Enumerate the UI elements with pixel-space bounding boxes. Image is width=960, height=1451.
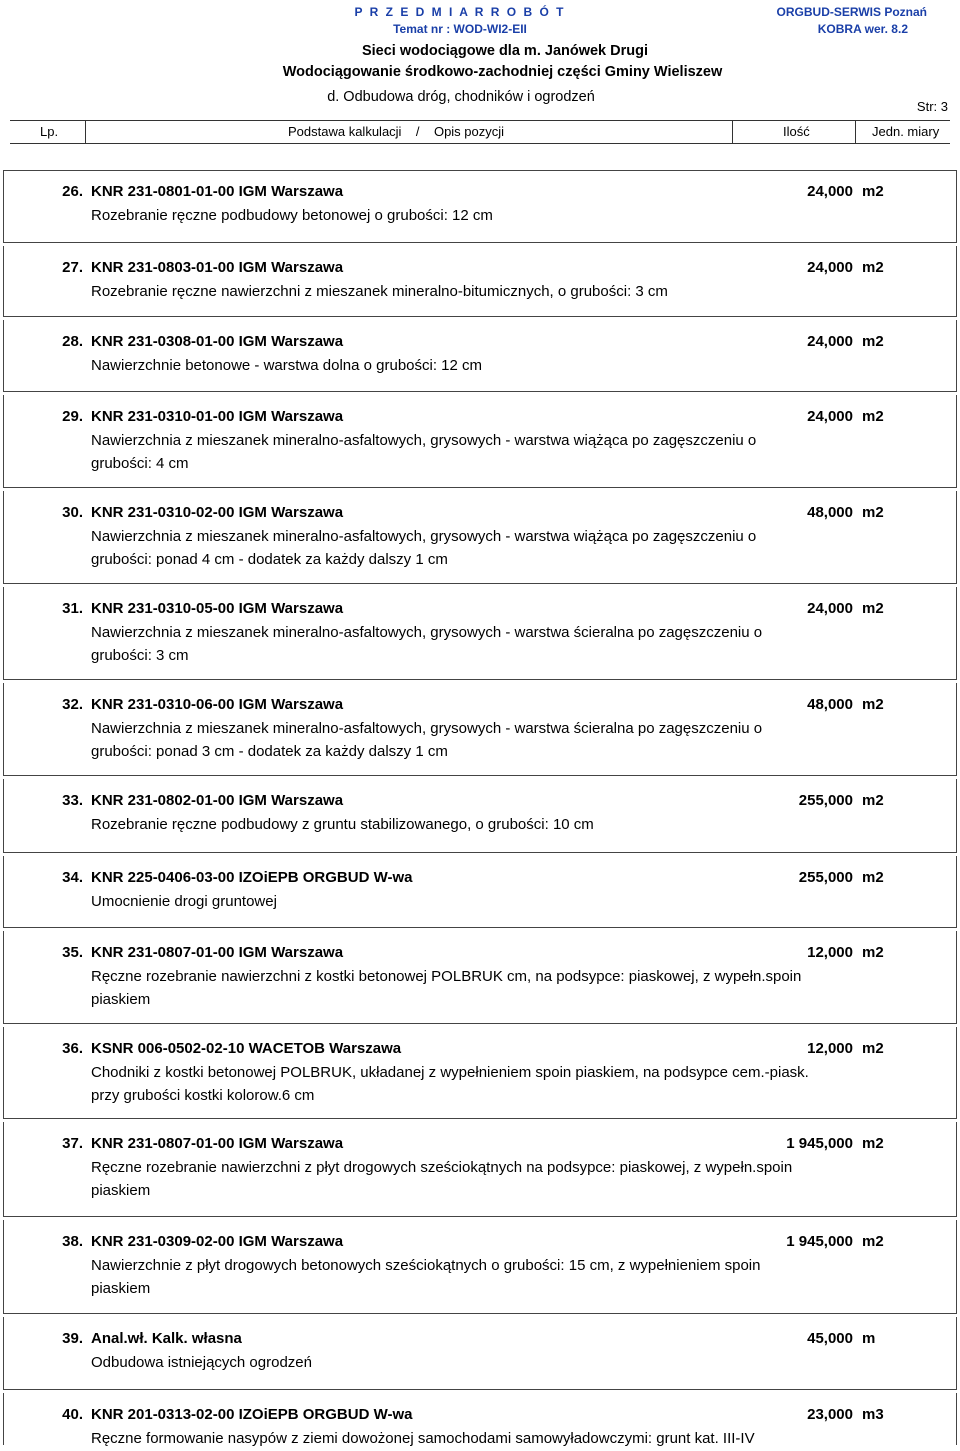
item-unit: m2 — [862, 869, 884, 886]
item-quantity: 255,000 — [798, 869, 853, 886]
list-item — [3, 395, 957, 488]
item-code: KNR 231-0807-01-00 IGM Warszawa — [91, 1135, 344, 1152]
list-item — [3, 856, 957, 928]
item-quantity: 24,000 — [807, 408, 853, 425]
item-number: 38. — [62, 1233, 83, 1250]
item-number: 33. — [62, 792, 83, 809]
item-description: Odbudowa istniejących ogrodzeń — [91, 1354, 312, 1371]
item-description: Chodniki z kostki betonowej POLBRUK, układanej z wypełnieniem spoin piaskiem, na podsypce cem.-piask. przy grubości kostki kolorow.6 cm — [91, 1064, 809, 1104]
item-code: KNR 225-0406-03-00 IZOiEPB ORGBUD W-wa — [91, 869, 413, 886]
item-unit: m2 — [862, 600, 884, 617]
item-code: KNR 231-0310-01-00 IGM Warszawa — [91, 408, 344, 425]
item-quantity: 24,000 — [807, 600, 853, 617]
item-description: Nawierzchnia z mieszanek mineralno-asfaltowych, grysowych - warstwa wiążąca po zagęszczeniu o grubości: 4 cm — [91, 432, 757, 472]
item-code: KNR 231-0308-01-00 IGM Warszawa — [91, 333, 344, 350]
list-item — [3, 683, 957, 776]
list-item — [3, 1393, 957, 1445]
list-item — [3, 1027, 957, 1119]
item-description: Nawierzchnia z mieszanek mineralno-asfaltowych, grysowych - warstwa ścieralna po zagęszczeniu o grubości: ponad 3 cm - dodatek za każdy dalszy 1 cm — [91, 720, 763, 760]
item-description: Rozebranie ręczne podbudowy betonowej o grubości: 12 cm — [91, 207, 493, 224]
software-version-label: KOBRA wer. 8.2 — [817, 22, 908, 36]
list-item — [3, 246, 957, 317]
item-header-row — [3, 259, 957, 281]
list-item — [3, 170, 957, 243]
item-code: KSNR 006-0502-02-10 WACETOB Warszawa — [91, 1040, 402, 1057]
column-basis: Podstawa kalkulacji / Opis pozycji — [288, 124, 505, 139]
item-number: 40. — [62, 1406, 83, 1423]
list-item — [3, 1317, 957, 1390]
item-code: KNR 231-0310-05-00 IGM Warszawa — [91, 600, 344, 617]
item-description: Rozebranie ręczne podbudowy z gruntu stabilizowanego, o grubości: 10 cm — [91, 816, 594, 833]
item-description: Nawierzchnia z mieszanek mineralno-asfaltowych, grysowych - warstwa wiążąca po zagęszczeniu o grubości: ponad 4 cm - dodatek za każdy dalszy 1 cm — [91, 528, 757, 568]
item-code: KNR 231-0310-02-00 IGM Warszawa — [91, 504, 344, 521]
item-unit: m2 — [862, 944, 884, 961]
list-item — [3, 1122, 957, 1217]
doc-type-label: P R Z E D M I A R R O B Ó T — [354, 5, 566, 19]
item-number: 28. — [62, 333, 83, 350]
item-unit: m2 — [862, 1040, 884, 1057]
item-number: 32. — [62, 696, 83, 713]
item-quantity: 255,000 — [798, 792, 853, 809]
column-quantity: Ilość — [783, 124, 810, 139]
list-item — [3, 320, 957, 392]
item-number: 27. — [62, 259, 83, 276]
item-header-row — [3, 1135, 957, 1157]
item-quantity: 24,000 — [807, 259, 853, 276]
item-code: KNR 201-0313-02-00 IZOiEPB ORGBUD W-wa — [91, 1406, 413, 1423]
item-description: Nawierzchnia z mieszanek mineralno-asfaltowych, grysowych - warstwa ścieralna po zagęszczeniu o grubości: 3 cm — [91, 624, 763, 664]
item-header-row — [3, 1406, 957, 1428]
item-unit: m2 — [862, 696, 884, 713]
item-number: 29. — [62, 408, 83, 425]
item-unit: m — [862, 1330, 876, 1347]
item-quantity: 24,000 — [807, 333, 853, 350]
item-header-row — [3, 183, 957, 205]
column-header — [10, 120, 950, 144]
item-code: KNR 231-0309-02-00 IGM Warszawa — [91, 1233, 344, 1250]
item-number: 34. — [62, 869, 83, 886]
item-unit: m2 — [862, 1233, 884, 1250]
item-header-row — [3, 869, 957, 891]
project-subtitle: Wodociągowanie środkowo-zachodniej części Gminy Wieliszew — [282, 64, 723, 80]
item-header-row — [3, 408, 957, 430]
item-unit: m2 — [862, 333, 884, 350]
item-code: Anal.wł. Kalk. własna — [91, 1330, 242, 1347]
list-item — [3, 779, 957, 853]
item-header-row — [3, 1330, 957, 1352]
project-title: Sieci wodociągowe dla m. Janówek Drugi — [361, 43, 649, 59]
item-description: Ręczne rozebranie nawierzchni z płyt drogowych sześciokątnych na podsypce: piaskowej, z wypełn.spoin piaskiem — [91, 1159, 793, 1199]
item-code: KNR 231-0801-01-00 IGM Warszawa — [91, 183, 344, 200]
item-header-row — [3, 333, 957, 355]
item-header-row — [3, 792, 957, 814]
item-quantity: 23,000 — [807, 1406, 853, 1423]
item-description: Rozebranie ręczne nawierzchni z mieszanek mineralno-bitumicznych, o grubości: 3 cm — [91, 283, 668, 300]
item-header-row — [3, 1040, 957, 1062]
column-lp: Lp. — [40, 124, 59, 139]
item-number: 36. — [62, 1040, 83, 1057]
item-code: KNR 231-0803-01-00 IGM Warszawa — [91, 259, 344, 276]
item-number: 31. — [62, 600, 83, 617]
item-header-row — [3, 504, 957, 526]
item-unit: m2 — [862, 259, 884, 276]
list-item — [3, 587, 957, 680]
item-quantity: 1 945,000 — [786, 1135, 853, 1152]
list-item — [3, 931, 957, 1024]
item-quantity: 24,000 — [807, 183, 853, 200]
item-unit: m2 — [862, 504, 884, 521]
item-description: Nawierzchnie betonowe - warstwa dolna o grubości: 12 cm — [91, 357, 483, 374]
column-unit: Jedn. miary — [872, 124, 940, 139]
list-item — [3, 491, 957, 584]
list-item — [3, 1220, 957, 1314]
item-quantity: 12,000 — [807, 944, 853, 961]
item-description: Ręczne formowanie nasypów z ziemi dowożonej samochodami samowyładowczymi: grunt kat. III-IV — [91, 1430, 755, 1447]
item-number: 35. — [62, 944, 83, 961]
item-number: 30. — [62, 504, 83, 521]
item-unit: m3 — [862, 1406, 884, 1423]
item-code: KNR 231-0802-01-00 IGM Warszawa — [91, 792, 344, 809]
item-code: KNR 231-0807-01-00 IGM Warszawa — [91, 944, 344, 961]
item-description: Nawierzchnie z płyt drogowych betonowych sześciokątnych o grubości: 15 cm, z wypełnieniem spoin piaskiem — [91, 1257, 761, 1297]
item-quantity: 1 945,000 — [786, 1233, 853, 1250]
item-unit: m2 — [862, 1135, 884, 1152]
page-number: Str: 3 — [916, 99, 948, 114]
item-header-row — [3, 1233, 957, 1255]
item-header-row — [3, 600, 957, 622]
item-number: 39. — [62, 1330, 83, 1347]
firm-label: ORGBUD-SERWIS Poznań — [776, 5, 927, 19]
doc-topic-label: Temat nr : WOD-WI2-EII — [393, 22, 527, 36]
item-header-row — [3, 696, 957, 718]
item-code: KNR 231-0310-06-00 IGM Warszawa — [91, 696, 344, 713]
item-unit: m2 — [862, 792, 884, 809]
item-quantity: 12,000 — [807, 1040, 853, 1057]
item-description: Umocnienie drogi gruntowej — [91, 893, 277, 910]
item-quantity: 48,000 — [807, 696, 853, 713]
item-unit: m2 — [862, 183, 884, 200]
item-number: 26. — [62, 183, 83, 200]
item-quantity: 48,000 — [807, 504, 853, 521]
item-unit: m2 — [862, 408, 884, 425]
item-description: Ręczne rozebranie nawierzchni z kostki betonowej POLBRUK cm, na podsypce: piaskowej, z wypełn.spoin piaskiem — [91, 968, 802, 1008]
section-title: d. Odbudowa dróg, chodników i ogrodzeń — [327, 89, 595, 105]
item-header-row — [3, 944, 957, 966]
item-quantity: 45,000 — [807, 1330, 853, 1347]
item-number: 37. — [62, 1135, 83, 1152]
